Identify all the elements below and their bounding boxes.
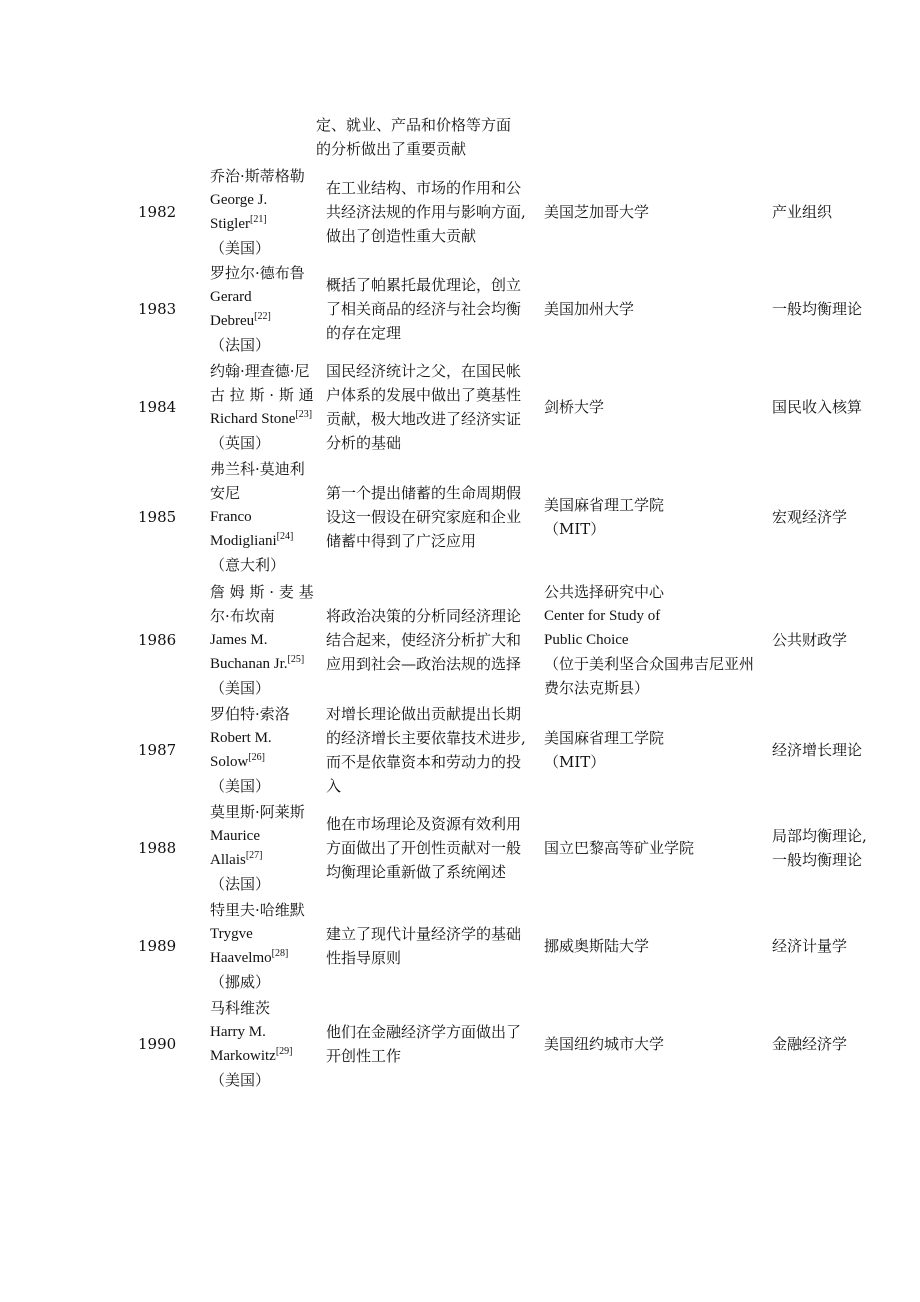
winner-name-zh: 詹 姆 斯 · 麦 基 — [210, 582, 314, 601]
text-line: 经济增长理论 — [772, 741, 863, 759]
text-line: 建立了现代计量经济学的基础 — [326, 925, 522, 943]
contribution-cell — [326, 701, 544, 799]
winner-name-zh: 罗拉尔·德布鲁 — [210, 264, 305, 282]
reference-mark: [26] — [248, 752, 266, 763]
institution-cell — [544, 799, 772, 897]
institution-cell — [544, 897, 772, 995]
text-line: 剑桥大学 — [544, 398, 605, 416]
text: Markowitz — [210, 1048, 276, 1064]
winner-cell — [210, 260, 326, 358]
field-cell — [772, 260, 884, 358]
winner-surname — [210, 946, 326, 970]
table-row — [126, 995, 884, 1093]
winner-surname — [210, 1044, 326, 1068]
winner-country: （美国） — [210, 777, 271, 795]
winner-name-en: Harry M. — [210, 1024, 266, 1040]
text-line: 国民收入核算 — [772, 398, 863, 416]
nobel-laureates-table — [126, 163, 884, 1093]
winner-country: （美国） — [210, 1071, 271, 1089]
winner-surname — [210, 848, 326, 872]
field-cell — [772, 701, 884, 799]
year-cell: 1982 — [138, 202, 177, 221]
text-line: 经济计量学 — [772, 937, 848, 955]
contribution-cell — [326, 456, 544, 578]
winner-country: （挪威） — [210, 973, 271, 991]
text: Allais — [210, 852, 246, 868]
text-line: 概括了帕累托最优理论，创立 — [326, 276, 522, 294]
contribution-cell — [326, 358, 544, 456]
contribution-cell — [326, 578, 544, 701]
text-line: 开创性工作 — [326, 1047, 402, 1065]
institution-cell — [544, 701, 772, 799]
table-row — [126, 358, 884, 456]
winner-country: （美国） — [210, 678, 271, 697]
text-line: 局部均衡理论, — [772, 827, 867, 845]
reference-mark: [24] — [276, 531, 294, 542]
text-line: 均衡理论重新做了系统阐述 — [326, 863, 507, 881]
contribution-cell — [326, 799, 544, 897]
reference-mark: [23] — [295, 409, 313, 420]
table-row — [126, 163, 884, 260]
winner-name-zh-cont: 尔·布坎南 — [210, 606, 275, 625]
text-line: 做出了创造性重大贡献 — [326, 226, 477, 245]
reference-mark: [29] — [275, 1046, 293, 1057]
text-line: 一般均衡理论 — [772, 300, 863, 318]
text-line: 定、就业、产品和价格等方面 — [316, 116, 512, 134]
year-cell: 1984 — [138, 398, 177, 416]
text: Debreu — [210, 313, 255, 329]
winner-name-en: Trygve — [210, 926, 253, 942]
text-line: 结合起来，使经济分析扩大和 — [326, 630, 522, 649]
reference-mark: [22] — [254, 311, 271, 322]
winner-surname — [210, 652, 326, 676]
text-line: 挪威奥斯陆大学 — [544, 937, 650, 955]
text-line: 一般均衡理论 — [772, 851, 863, 869]
text-line: 国立巴黎高等矿业学院 — [544, 839, 695, 857]
winner-name-zh: 约翰·理查德·尼 — [210, 362, 310, 380]
contribution-cell — [326, 995, 544, 1093]
text-line: 宏观经济学 — [772, 508, 848, 526]
field-cell — [772, 897, 884, 995]
institution-cell — [544, 358, 772, 456]
contribution-cell — [326, 260, 544, 358]
text-line: 金融经济学 — [772, 1035, 848, 1053]
text-line: 国民经济统计之父，在国民帐 — [326, 362, 522, 380]
winner-cell — [210, 995, 326, 1093]
winner-name-en: Robert M. — [210, 730, 272, 746]
text-line: 美国加州大学 — [544, 300, 635, 318]
text-line: 美国麻省理工学院 — [544, 729, 665, 747]
table-row — [126, 799, 884, 897]
table-row — [126, 897, 884, 995]
text: Buchanan Jr. — [210, 655, 288, 672]
winner-name-en: Gerard — [210, 289, 252, 305]
text-line: 性指导原则 — [326, 949, 402, 967]
table-row — [126, 456, 884, 578]
winner-cell — [210, 456, 326, 578]
table-row — [126, 260, 884, 358]
reference-mark: [27] — [245, 850, 263, 861]
text-line: 在工业结构、市场的作用和公 — [326, 178, 522, 197]
text-line: 的经济增长主要依靠技术进步, — [326, 729, 526, 747]
winner-name-zh: 乔治·斯蒂格勒 — [210, 166, 305, 185]
text-line: 储蓄中得到了广泛应用 — [326, 532, 477, 550]
reference-mark: [25] — [287, 653, 305, 665]
winner-surname — [210, 212, 326, 236]
contribution-cell — [326, 163, 544, 260]
text-line: 美国麻省理工学院 — [544, 496, 665, 514]
winner-name-zh: 弗兰科·莫迪利 — [210, 460, 305, 478]
contribution-cell — [326, 897, 544, 995]
continuation-text — [316, 113, 534, 161]
field-cell — [772, 995, 884, 1093]
winner-name-zh: 莫里斯·阿莱斯 — [210, 803, 305, 821]
text-line: Public Choice — [544, 631, 629, 648]
winner-name-zh: 特里夫·哈维默 — [210, 901, 305, 919]
text-line: 设这一假设在研究家庭和企业 — [326, 508, 522, 526]
winner-cell — [210, 799, 326, 897]
text-line: 美国芝加哥大学 — [544, 202, 650, 221]
institution-cell — [544, 995, 772, 1093]
text-line: 对增长理论做出贡献提出长期 — [326, 705, 522, 723]
text-line: 公共选择研究中心 — [544, 582, 665, 601]
text-line: （MIT） — [544, 753, 606, 771]
winner-country: （英国） — [210, 434, 271, 452]
text-line: 他们在金融经济学方面做出了 — [326, 1023, 522, 1041]
winner-name-en — [210, 407, 326, 431]
table-row — [126, 578, 884, 701]
text-line: （位于美利坚合众国弗吉尼亚州 — [544, 654, 755, 673]
text-line: 共经济法规的作用与影响方面, — [326, 202, 526, 221]
winner-cell — [210, 578, 326, 701]
field-cell — [772, 799, 884, 897]
text: Solow — [210, 754, 249, 770]
winner-name-en — [210, 188, 326, 212]
winner-name-zh-cont: 安尼 — [210, 484, 241, 502]
year-cell: 1983 — [138, 300, 177, 318]
field-cell — [772, 456, 884, 578]
winner-name-zh: 罗伯特·索洛 — [210, 705, 290, 723]
year-cell: 1990 — [138, 1035, 177, 1053]
text-line: 分析的基础 — [326, 434, 402, 452]
winner-country: （法国） — [210, 875, 271, 893]
winner-surname — [210, 529, 326, 553]
text-line: Center for Study of — [544, 607, 661, 624]
text-line: 而不是依靠资本和劳动力的投 — [326, 753, 522, 771]
year-cell: 1989 — [138, 937, 177, 955]
year-cell: 1985 — [138, 508, 177, 526]
text-line: 的分析做出了重要贡献 — [316, 140, 467, 158]
winner-cell — [210, 358, 326, 456]
text-line: 应用到社会—政治法规的选择 — [326, 654, 522, 673]
year-cell: 1988 — [138, 839, 177, 857]
text-line: 第一个提出储蓄的生命周期假 — [326, 484, 522, 502]
winner-surname — [210, 750, 326, 774]
text: George J. — [210, 191, 268, 208]
text-line: 产业组织 — [772, 202, 833, 221]
text: Stigler — [210, 215, 250, 232]
winner-name-en: James M. — [210, 631, 268, 648]
year-cell: 1987 — [138, 741, 177, 759]
winner-country: （法国） — [210, 336, 271, 354]
field-cell — [772, 358, 884, 456]
winner-name-zh: 马科维茨 — [210, 999, 271, 1017]
field-cell — [772, 163, 884, 260]
year-cell: 1986 — [138, 630, 177, 649]
institution-cell — [544, 578, 772, 701]
text-line: 贡献，极大地改进了经济实证 — [326, 410, 522, 428]
text-line: 了相关商品的经济与社会均衡 — [326, 300, 522, 318]
table-row — [126, 701, 884, 799]
winner-country: （美国） — [210, 238, 271, 257]
text-line: （MIT） — [544, 520, 606, 538]
text-line: 美国纽约城市大学 — [544, 1035, 665, 1053]
text-line: 公共财政学 — [772, 630, 848, 649]
winner-cell — [210, 897, 326, 995]
winner-country: （意大利） — [210, 556, 286, 574]
text-line: 的存在定理 — [326, 324, 402, 342]
text-line: 户体系的发展中做出了奠基性 — [326, 386, 522, 404]
winner-name-zh-cont: 古 拉 斯 · 斯 通 — [210, 386, 314, 404]
winner-surname — [210, 309, 326, 333]
text: Modigliani — [210, 533, 277, 549]
institution-cell — [544, 456, 772, 578]
winner-name-en: Franco — [210, 509, 252, 525]
winner-name-en: Maurice — [210, 828, 260, 844]
text-line: 他在市场理论及资源有效利用 — [326, 815, 522, 833]
reference-mark: [28] — [271, 948, 289, 959]
winner-cell — [210, 701, 326, 799]
institution-cell — [544, 260, 772, 358]
text: Haavelmo — [210, 950, 272, 966]
text-line: 方面做出了开创性贡献对一般 — [326, 839, 522, 857]
institution-cell — [544, 163, 772, 260]
text-line: 费尔法克斯县） — [544, 678, 650, 697]
field-cell — [772, 578, 884, 701]
text-line: 入 — [326, 777, 342, 795]
winner-cell — [210, 163, 326, 260]
text-line: 将政治决策的分析同经济理论 — [326, 606, 522, 625]
text: Richard Stone — [210, 411, 296, 427]
reference-mark: [21] — [250, 213, 267, 225]
